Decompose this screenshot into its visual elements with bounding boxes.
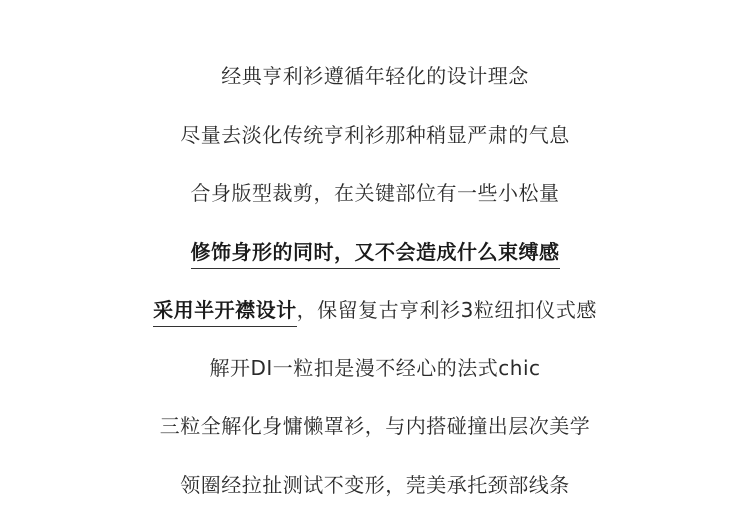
description-line-5 bbox=[0, 295, 750, 327]
description-line-8 bbox=[0, 470, 750, 500]
description-line-6-text: 解开DI一粒扣是漫不经心的法式chic bbox=[209, 356, 541, 380]
description-line-5-highlight: 采用半开襟设计 bbox=[153, 297, 297, 327]
description-line-5-rest: ，保留复古亨利衫3粒纽扣仪式感 bbox=[296, 298, 597, 322]
description-line-7 bbox=[0, 411, 750, 441]
description-line-6 bbox=[0, 353, 750, 383]
description-line-4-highlight bbox=[0, 237, 750, 269]
description-line-1 bbox=[0, 61, 750, 91]
description-line-3 bbox=[0, 178, 750, 208]
description-line-2-text: 尽量去淡化传统亨利衫那种稍显严肃的气息 bbox=[180, 123, 570, 147]
description-line-3-text: 合身版型裁剪，在关键部位有一些小松量 bbox=[190, 181, 560, 205]
description-line-1-text: 经典亨利衫遵循年轻化的设计理念 bbox=[221, 64, 529, 88]
description-line-2 bbox=[0, 120, 750, 150]
description-line-8-text: 领圈经拉扯测试不变形，莞美承托颈部线条 bbox=[180, 473, 570, 497]
description-line-7-text: 三粒全解化身慵懒罩衫，与内搭碰撞出层次美学 bbox=[159, 414, 591, 438]
description-line-4-text: 修饰身形的同时，又不会造成什么束缚感 bbox=[191, 239, 560, 269]
